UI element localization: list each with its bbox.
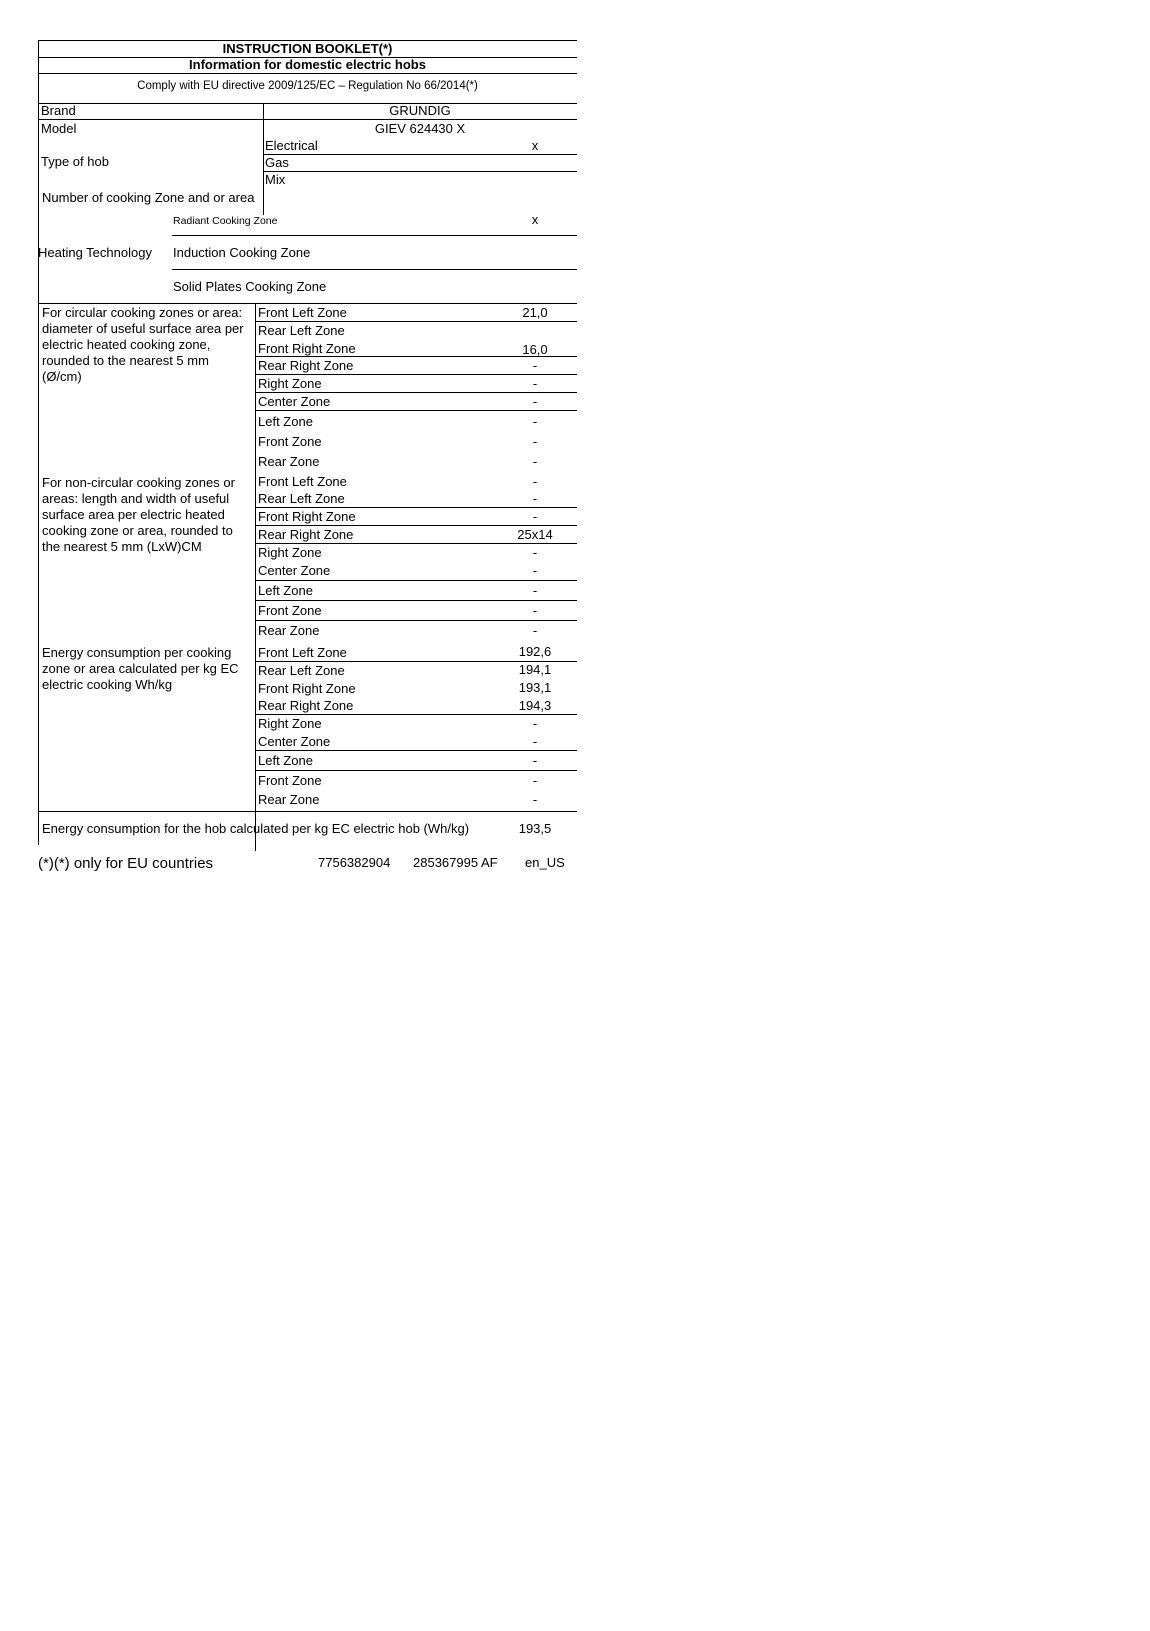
non-circular-description: For non-circular cooking zones or areas: length and width of useful surface area per electric heated cooking zone or area, rounded to the nearest 5 mm (LxW)CM	[42, 475, 235, 554]
rule	[255, 543, 577, 544]
rule	[255, 580, 577, 581]
zone-label: Left Zone	[258, 583, 313, 598]
zone-value: -	[532, 753, 538, 768]
zone-value: -	[532, 773, 538, 788]
rule	[255, 356, 577, 357]
model-value: GIEV 624430 X	[374, 121, 466, 136]
zone-label: Front Zone	[258, 773, 322, 788]
type-option-electrical: Electrical	[265, 138, 318, 153]
rule	[255, 321, 577, 322]
zone-label: Center Zone	[258, 734, 331, 749]
circular-description: For circular cooking zones or area: diameter of useful surface area per electric heated cooking zone, rounded to the nearest 5 mm (Ø/cm)	[42, 305, 244, 384]
zone-label: Rear Right Zone	[258, 698, 354, 713]
zone-value: 25x14	[517, 527, 553, 542]
zone-value: 192,6	[518, 644, 552, 659]
rule	[263, 154, 577, 155]
zone-label: Rear Right Zone	[258, 358, 354, 373]
rule	[255, 410, 577, 411]
zone-value: -	[532, 454, 538, 469]
rule	[255, 525, 577, 526]
zone-value: 193,1	[518, 680, 552, 695]
footer-locale: en_US	[525, 855, 565, 870]
zone-label: Left Zone	[258, 414, 313, 429]
zone-label: Center Zone	[258, 394, 331, 409]
zone-value: -	[532, 394, 538, 409]
zone-label: Front Left Zone	[258, 474, 347, 489]
rule	[255, 750, 577, 751]
brand-label: Brand	[41, 103, 76, 118]
zone-value: -	[532, 376, 538, 391]
zone-value: -	[532, 623, 538, 638]
zone-label: Center Zone	[258, 563, 331, 578]
heating-technology-label: Heating Technology	[38, 245, 152, 260]
footer-code-1: 7756382904	[318, 855, 391, 870]
rule	[263, 103, 264, 215]
zone-value: -	[532, 583, 538, 598]
type-of-hob-label: Type of hob	[41, 154, 109, 169]
rule	[38, 73, 577, 74]
rule	[255, 392, 577, 393]
zone-value: -	[532, 792, 538, 807]
zone-label: Rear Left Zone	[258, 491, 345, 506]
heating-option-induction: Induction Cooking Zone	[173, 245, 311, 260]
rule	[38, 119, 577, 120]
heating-option-radiant: Radiant Cooking Zone	[173, 215, 278, 227]
heating-radiant-mark: x	[531, 212, 539, 227]
zone-value: -	[532, 474, 538, 489]
zone-label: Front Left Zone	[258, 645, 347, 660]
zone-label: Front Left Zone	[258, 305, 347, 320]
zone-label: Left Zone	[258, 753, 313, 768]
zone-label: Rear Zone	[258, 792, 320, 807]
rule	[255, 620, 577, 621]
booklet-subtitle: Information for domestic electric hobs	[189, 57, 426, 72]
rule	[38, 40, 39, 845]
zone-value: -	[532, 509, 538, 524]
energy-description: Energy consumption per cooking zone or area calculated per kg EC electric cooking Wh/kg	[42, 645, 239, 692]
model-label: Model	[41, 121, 77, 136]
zone-value: -	[532, 434, 538, 449]
footer-code-2: 285367995 AF	[413, 855, 498, 870]
type-electrical-mark: x	[531, 138, 539, 153]
booklet-title: INSTRUCTION BOOKLET(*)	[222, 41, 393, 56]
zone-value: -	[532, 358, 538, 373]
zone-label: Rear Left Zone	[258, 663, 345, 678]
rule	[255, 600, 577, 601]
zone-label: Rear Zone	[258, 454, 320, 469]
zone-label: Front Right Zone	[258, 681, 356, 696]
zone-value: -	[532, 734, 538, 749]
zone-value: -	[532, 603, 538, 618]
brand-value: GRUNDIG	[389, 103, 451, 118]
directive-text: Comply with EU directive 2009/125/EC – Regulation No 66/2014(*)	[137, 80, 478, 92]
zone-label: Right Zone	[258, 545, 322, 560]
rule	[38, 811, 577, 812]
zone-value: 21,0	[522, 305, 548, 320]
zone-value: -	[532, 545, 538, 560]
zone-label: Rear Left Zone	[258, 323, 345, 338]
heating-option-solid: Solid Plates Cooking Zone	[173, 279, 327, 294]
type-option-mix: Mix	[265, 172, 286, 187]
rule	[255, 770, 577, 771]
zone-label: Rear Right Zone	[258, 527, 354, 542]
rule	[255, 374, 577, 375]
zone-label: Front Right Zone	[258, 509, 356, 524]
zone-label: Front Right Zone	[258, 341, 356, 356]
type-option-gas: Gas	[265, 155, 289, 170]
zone-value: 194,1	[518, 662, 552, 677]
rule	[255, 714, 577, 715]
zone-value: -	[532, 716, 538, 731]
zone-label: Front Zone	[258, 603, 322, 618]
rule	[255, 507, 577, 508]
rule	[255, 303, 256, 851]
zone-label: Front Zone	[258, 434, 322, 449]
zone-label: Right Zone	[258, 376, 322, 391]
zones-count-label: Number of cooking Zone and or area	[42, 190, 255, 205]
rule	[172, 235, 577, 236]
footer-note: (*)(*) only for EU countries	[38, 855, 214, 872]
zone-value: 194,3	[518, 698, 552, 713]
total-energy-value: 193,5	[518, 821, 552, 836]
zone-value: -	[532, 563, 538, 578]
rule	[38, 303, 577, 304]
total-energy-label: Energy consumption for the hob calculated per kg EC electric hob (Wh/kg)	[42, 821, 470, 836]
zone-label: Right Zone	[258, 716, 322, 731]
zone-value: 16,0	[522, 342, 548, 357]
zone-value: -	[532, 414, 538, 429]
zone-label: Rear Zone	[258, 623, 320, 638]
zone-value: -	[532, 491, 538, 506]
rule	[263, 171, 577, 172]
rule	[172, 269, 577, 270]
footer	[38, 855, 578, 875]
